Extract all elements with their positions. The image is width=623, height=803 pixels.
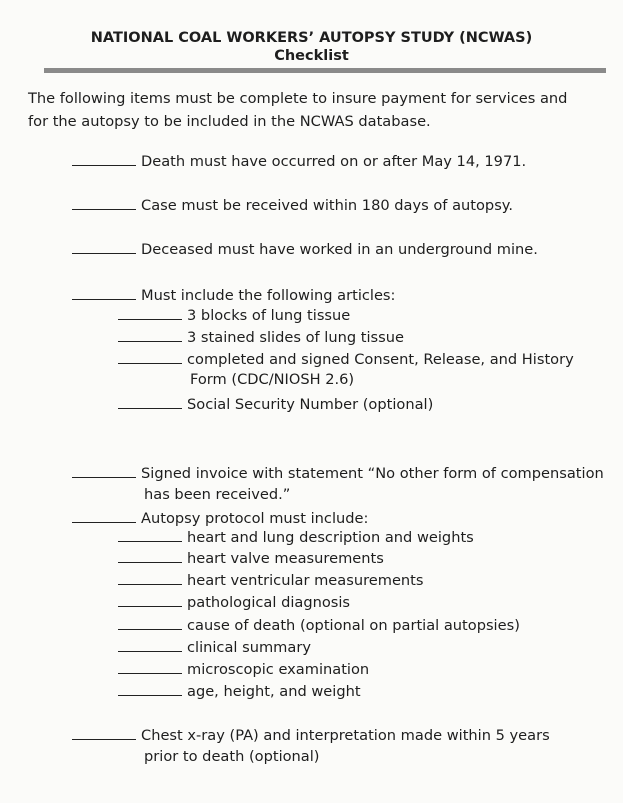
sub-item-text: age, height, and weight — [187, 683, 361, 700]
check-blank[interactable] — [118, 615, 182, 630]
check-blank[interactable] — [118, 305, 182, 320]
item-continuation: has been received.” — [144, 486, 291, 503]
item-continuation: prior to death (optional) — [144, 748, 320, 765]
item-text: Death must have occurred on or after May 14, 1971. — [141, 153, 527, 170]
sub-item-text: heart valve measurements — [187, 550, 384, 567]
sub-item — [118, 637, 311, 656]
checklist-item — [72, 195, 513, 214]
check-blank[interactable] — [118, 637, 182, 652]
item-text: Deceased must have worked in an underground mine. — [141, 241, 538, 258]
document-subtitle: Checklist — [274, 48, 349, 64]
sub-item-text: completed and signed Consent, Release, and History — [187, 351, 574, 368]
check-blank[interactable] — [72, 239, 136, 254]
checklist-item — [72, 725, 550, 744]
sub-item — [118, 681, 361, 700]
check-blank[interactable] — [118, 527, 182, 542]
sub-item-text: pathological diagnosis — [187, 594, 351, 611]
sub-item-text: heart ventricular measurements — [187, 572, 424, 589]
sub-item — [118, 527, 474, 546]
checklist-item — [72, 508, 368, 527]
check-blank[interactable] — [72, 463, 136, 478]
sub-item-text: heart and lung description and weights — [187, 529, 474, 546]
item-text: Autopsy protocol must include: — [141, 510, 369, 527]
sub-item — [118, 548, 384, 567]
check-blank[interactable] — [118, 548, 182, 563]
intro-line: for the autopsy to be included in the NCWAS database. — [28, 113, 431, 130]
sub-item-text: cause of death (optional on partial autopsies) — [187, 617, 520, 634]
sub-item-text: microscopic examination — [187, 661, 370, 678]
check-blank[interactable] — [118, 327, 182, 342]
item-text: Chest x-ray (PA) and interpretation made within 5 years — [141, 727, 550, 744]
sub-item — [118, 615, 520, 634]
document-title: NATIONAL COAL WORKERS’ AUTOPSY STUDY (NCWAS) — [90, 30, 533, 46]
check-blank[interactable] — [118, 659, 182, 674]
sub-item-text: Social Security Number (optional) — [187, 396, 434, 413]
check-blank[interactable] — [72, 285, 136, 300]
intro-line: The following items must be complete to insure payment for services and — [28, 90, 568, 107]
sub-item — [118, 659, 369, 678]
check-blank[interactable] — [72, 508, 136, 523]
checklist-item — [72, 285, 395, 304]
sub-item — [118, 570, 424, 589]
checklist-item — [72, 151, 526, 170]
sub-item — [118, 327, 404, 346]
sub-item-continuation: Form (CDC/NIOSH 2.6) — [190, 371, 355, 388]
sub-item-text: clinical summary — [187, 639, 311, 656]
header-divider — [44, 68, 606, 73]
check-blank[interactable] — [118, 394, 182, 409]
item-text: Case must be received within 180 days of autopsy. — [141, 197, 513, 214]
sub-item — [118, 394, 433, 413]
checklist-item — [72, 239, 538, 258]
sub-item — [118, 305, 350, 324]
check-blank[interactable] — [118, 570, 182, 585]
item-text: Signed invoice with statement “No other form of compensation — [141, 465, 604, 482]
check-blank[interactable] — [72, 725, 136, 740]
sub-item-text: 3 stained slides of lung tissue — [187, 329, 404, 346]
sub-item — [118, 592, 350, 611]
checklist-item — [72, 463, 604, 482]
check-blank[interactable] — [118, 349, 182, 364]
check-blank[interactable] — [72, 195, 136, 210]
check-blank[interactable] — [118, 592, 182, 607]
sub-item-text: 3 blocks of lung tissue — [187, 307, 351, 324]
check-blank[interactable] — [72, 151, 136, 166]
check-blank[interactable] — [118, 681, 182, 696]
item-text: Must include the following articles: — [141, 287, 396, 304]
sub-item — [118, 349, 574, 368]
